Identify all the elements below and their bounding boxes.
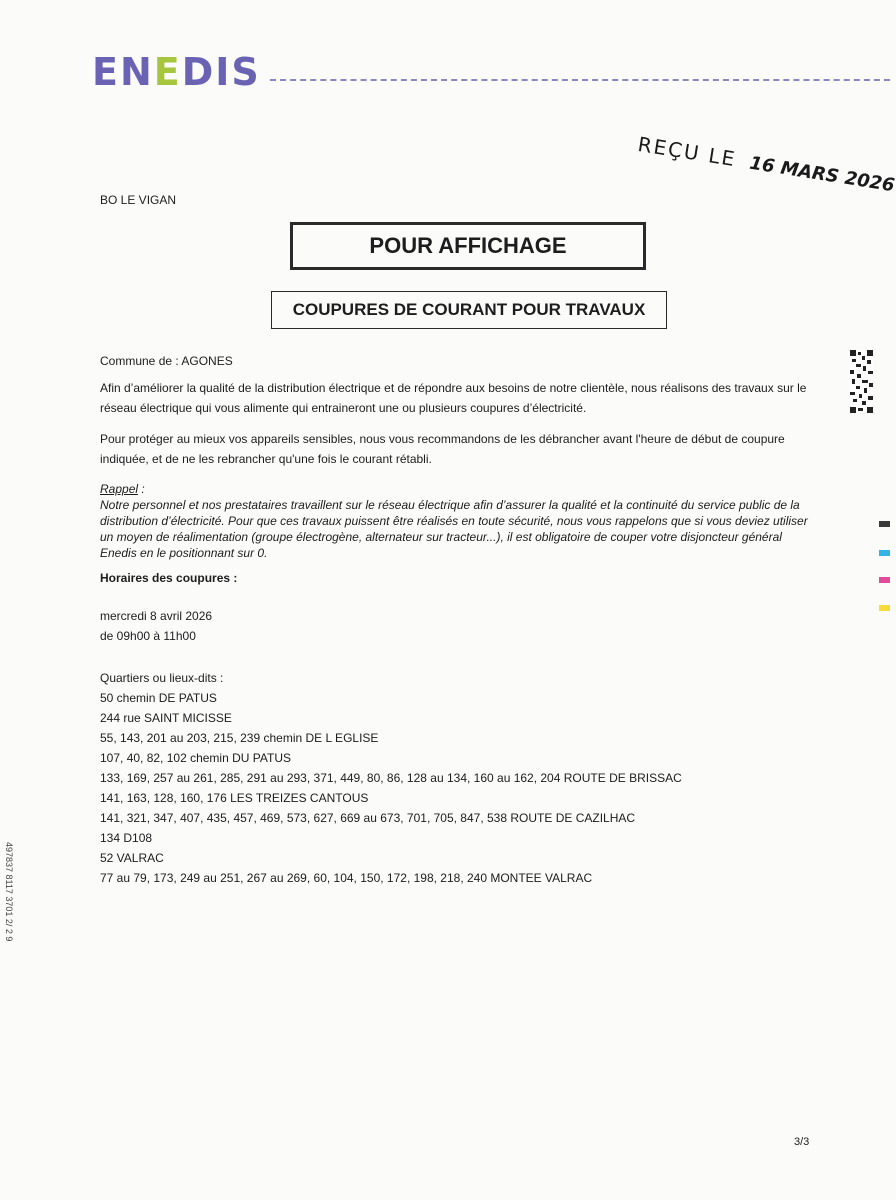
list-item: 244 rue SAINT MICISSE <box>100 711 232 725</box>
intro-paragraph: Afin d’améliorer la qualité de la distribution électrique et de répondre aux besoins de notre clientèle, nous réalisons des travaux sur le réseau électrique qui vous alimente qui entraineront une ou plusieurs coupures d’électricité. <box>100 381 807 415</box>
locations-heading: Quartiers ou lieux-dits : <box>100 671 224 685</box>
magenta-mark <box>879 577 890 583</box>
subtitle: COUPURES DE COURANT POUR TRAVAUX <box>292 300 646 319</box>
schedule-heading: Horaires des coupures : <box>100 571 238 585</box>
enedis-logo: ENEDIS <box>92 50 261 94</box>
rappel-suffix: : <box>138 482 145 496</box>
side-reference-code: 497837 8117 3701 2/ 2 9 <box>4 842 14 942</box>
stamp-date: 16 MARS 2026 <box>748 152 896 197</box>
main-title: POUR AFFICHAGE <box>369 233 567 258</box>
rappel-section <box>100 481 820 561</box>
list-item: 77 au 79, 173, 249 au 251, 267 au 269, 60, 104, 150, 172, 198, 218, 240 MONTEE VALRAC <box>100 871 593 885</box>
list-item: 55, 143, 201 au 203, 215, 239 chemin DE L EGLISE <box>100 731 379 745</box>
list-item: 134 D108 <box>100 831 153 845</box>
cyan-mark <box>879 550 890 556</box>
list-item: 133, 169, 257 au 261, 285, 291 au 293, 371, 449, 80, 86, 128 au 134, 160 au 162, 204 ROUTE DE BRISSAC <box>100 771 682 785</box>
stamp-label: REÇU LE <box>636 132 739 172</box>
advice-paragraph: Pour protéger au mieux vos appareils sensibles, nous vous recommandons de les débrancher avant l'heure de début de coupure indiquée, et de ne les rebrancher qu'une fois le courant rétabli. <box>100 432 785 466</box>
list-item: 52 VALRAC <box>100 851 164 865</box>
logo-divider <box>270 79 890 81</box>
list-item: 107, 40, 82, 102 chemin DU PATUS <box>100 751 291 765</box>
subtitle-box <box>271 291 667 329</box>
office-name: BO LE VIGAN <box>100 193 177 207</box>
schedule-date: mercredi 8 avril 2026 <box>100 609 213 623</box>
rappel-title: Rappel <box>100 482 139 496</box>
yellow-mark <box>879 605 890 611</box>
page-number: 3/3 <box>794 1136 810 1148</box>
locations-list <box>100 668 820 888</box>
received-stamp <box>636 132 896 196</box>
main-title-box <box>290 222 646 270</box>
commune-line: Commune de : AGONES <box>100 354 233 368</box>
qr-code-icon <box>850 350 873 413</box>
schedule-time: de 09h00 à 11h00 <box>100 629 196 643</box>
black-mark <box>879 521 890 527</box>
list-item: 141, 321, 347, 407, 435, 457, 469, 573, 627, 669 au 673, 701, 705, 847, 538 ROUTE DE CAZILHAC <box>100 811 636 825</box>
list-item: 141, 163, 128, 160, 176 LES TREIZES CANTOUS <box>100 791 369 805</box>
list-item: 50 chemin DE PATUS <box>100 691 217 705</box>
rappel-text: Notre personnel et nos prestataires travaillent sur le réseau électrique afin d’assurer la qualité et la continuité du service public de la distribution d’électricité. Pour que ces travaux puissent être réalisés en toute sécurité, nous vous rappelons que si vous deviez utiliser un moyen de réalimentation (groupe électrogène, alternateur sur tracteur...), il est obligatoire de couper votre disjoncteur général Enedis en le positionnant sur 0. <box>100 498 808 560</box>
